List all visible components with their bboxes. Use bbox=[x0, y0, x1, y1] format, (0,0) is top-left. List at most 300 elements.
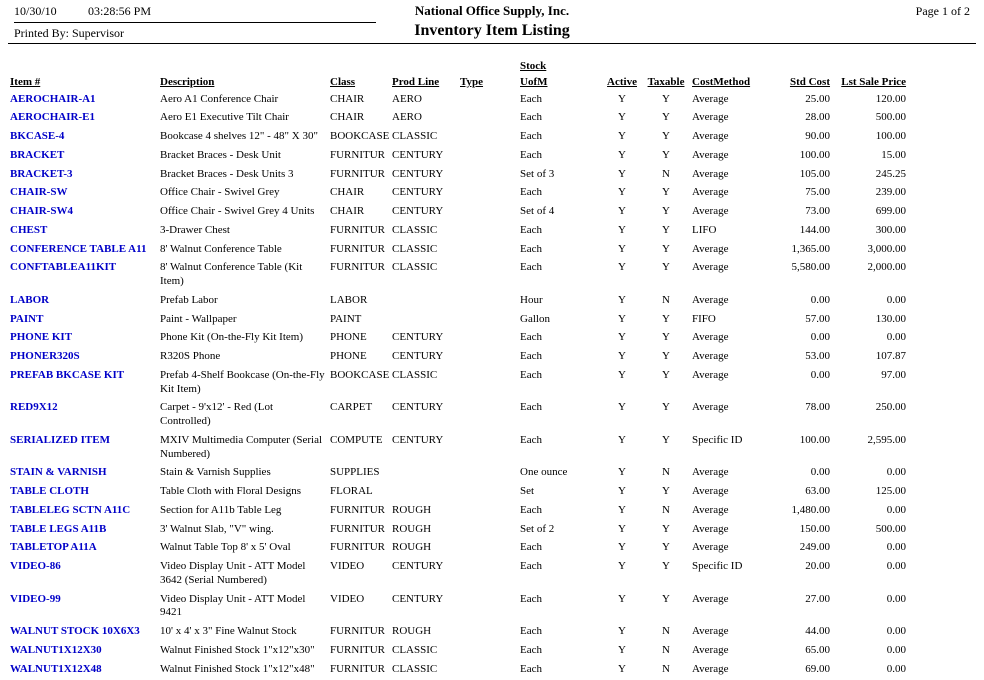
cell-class: FURNITUR bbox=[328, 260, 390, 293]
cell-lst-sale-price: 0.00 bbox=[832, 465, 908, 484]
cell-type bbox=[458, 503, 518, 522]
cell-type bbox=[458, 260, 518, 293]
cell-uofm: Each bbox=[518, 624, 602, 643]
cell-uofm: Each bbox=[518, 503, 602, 522]
header-taxable: Taxable bbox=[642, 76, 690, 92]
cell-prod-line: CENTURY bbox=[390, 433, 458, 466]
cell-class: FURNITUR bbox=[328, 624, 390, 643]
cell-prod-line: CENTURY bbox=[390, 400, 458, 433]
cell-prod-line bbox=[390, 312, 458, 331]
cell-taxable: Y bbox=[642, 312, 690, 331]
cell-uofm: Each bbox=[518, 185, 602, 204]
header-item-number: Item # bbox=[8, 76, 158, 92]
cell-cost-method: Average bbox=[690, 110, 774, 129]
cell-taxable: Y bbox=[642, 148, 690, 167]
cell-type bbox=[458, 484, 518, 503]
table-row bbox=[8, 260, 908, 293]
cell-description: Aero A1 Conference Chair bbox=[158, 92, 328, 111]
cell-lst-sale-price: 500.00 bbox=[832, 110, 908, 129]
cell-active: Y bbox=[602, 400, 642, 433]
header-center bbox=[228, 3, 756, 40]
cell-cost-method: Average bbox=[690, 129, 774, 148]
cell-prod-line: CENTURY bbox=[390, 167, 458, 186]
table-row bbox=[8, 110, 908, 129]
item-number-link[interactable]: CHEST bbox=[8, 223, 158, 242]
cell-lst-sale-price: 2,000.00 bbox=[832, 260, 908, 293]
item-number-link[interactable]: BRACKET bbox=[8, 148, 158, 167]
cell-uofm: Each bbox=[518, 368, 602, 401]
cell-uofm: Hour bbox=[518, 293, 602, 312]
cell-cost-method: Average bbox=[690, 92, 774, 111]
item-number-link[interactable]: CONFERENCE TABLE A11 bbox=[8, 242, 158, 261]
cell-uofm: Gallon bbox=[518, 312, 602, 331]
cell-cost-method: Average bbox=[690, 400, 774, 433]
cell-uofm: Each bbox=[518, 260, 602, 293]
cell-description: Section for A11b Table Leg bbox=[158, 503, 328, 522]
item-number-link[interactable]: CHAIR-SW bbox=[8, 185, 158, 204]
item-number-link[interactable]: PHONER320S bbox=[8, 349, 158, 368]
table-row bbox=[8, 540, 908, 559]
item-number-link[interactable]: RED9X12 bbox=[8, 400, 158, 433]
cell-class: FLORAL bbox=[328, 484, 390, 503]
table-row bbox=[8, 400, 908, 433]
cell-active: Y bbox=[602, 662, 642, 680]
table-row bbox=[8, 129, 908, 148]
header-description: Description bbox=[158, 76, 328, 92]
header-spacer bbox=[602, 60, 908, 76]
cell-type bbox=[458, 662, 518, 680]
item-number-link[interactable]: VIDEO-86 bbox=[8, 559, 158, 592]
table-row bbox=[8, 624, 908, 643]
cell-type bbox=[458, 92, 518, 111]
cell-active: Y bbox=[602, 110, 642, 129]
cell-cost-method: Specific ID bbox=[690, 559, 774, 592]
cell-std-cost: 28.00 bbox=[774, 110, 832, 129]
cell-description: Paint - Wallpaper bbox=[158, 312, 328, 331]
table-row bbox=[8, 148, 908, 167]
header-row-main bbox=[8, 76, 908, 92]
cell-lst-sale-price: 3,000.00 bbox=[832, 242, 908, 261]
cell-lst-sale-price: 0.00 bbox=[832, 559, 908, 592]
cell-description: Prefab 4-Shelf Bookcase (On-the-Fly Kit Item) bbox=[158, 368, 328, 401]
header-active: Active bbox=[602, 76, 642, 92]
cell-cost-method: Average bbox=[690, 643, 774, 662]
report-header bbox=[8, 0, 976, 44]
cell-description: 10' x 4' x 3" Fine Walnut Stock bbox=[158, 624, 328, 643]
cell-prod-line: ROUGH bbox=[390, 540, 458, 559]
header-class: Class bbox=[328, 76, 390, 92]
cell-description: Video Display Unit - ATT Model 9421 bbox=[158, 592, 328, 625]
cell-taxable: Y bbox=[642, 204, 690, 223]
cell-taxable: Y bbox=[642, 92, 690, 111]
table-row bbox=[8, 330, 908, 349]
cell-type bbox=[458, 400, 518, 433]
cell-uofm: Set bbox=[518, 484, 602, 503]
company-name: National Office Supply, Inc. bbox=[228, 3, 756, 19]
cell-description: 8' Walnut Conference Table bbox=[158, 242, 328, 261]
item-number-link[interactable]: PAINT bbox=[8, 312, 158, 331]
cell-std-cost: 20.00 bbox=[774, 559, 832, 592]
table-row bbox=[8, 643, 908, 662]
cell-lst-sale-price: 300.00 bbox=[832, 223, 908, 242]
cell-type bbox=[458, 349, 518, 368]
cell-type bbox=[458, 540, 518, 559]
cell-description: MXIV Multimedia Computer (Serial Numbered) bbox=[158, 433, 328, 466]
item-number-link[interactable]: STAIN & VARNISH bbox=[8, 465, 158, 484]
item-number-link[interactable]: BRACKET-3 bbox=[8, 167, 158, 186]
cell-active: Y bbox=[602, 293, 642, 312]
cell-std-cost: 65.00 bbox=[774, 643, 832, 662]
item-number-link[interactable]: CHAIR-SW4 bbox=[8, 204, 158, 223]
cell-std-cost: 249.00 bbox=[774, 540, 832, 559]
cell-lst-sale-price: 15.00 bbox=[832, 148, 908, 167]
item-number-link[interactable]: VIDEO-99 bbox=[8, 592, 158, 625]
cell-taxable: Y bbox=[642, 330, 690, 349]
cell-uofm: Each bbox=[518, 148, 602, 167]
cell-lst-sale-price: 125.00 bbox=[832, 484, 908, 503]
cell-class: FURNITUR bbox=[328, 242, 390, 261]
cell-taxable: Y bbox=[642, 522, 690, 541]
cell-description: Carpet - 9'x12' - Red (Lot Controlled) bbox=[158, 400, 328, 433]
cell-uofm: Set of 2 bbox=[518, 522, 602, 541]
inventory-table-head bbox=[8, 60, 908, 92]
cell-lst-sale-price: 0.00 bbox=[832, 662, 908, 680]
cell-class: CHAIR bbox=[328, 110, 390, 129]
cell-prod-line: ROUGH bbox=[390, 522, 458, 541]
cell-taxable: N bbox=[642, 503, 690, 522]
table-row bbox=[8, 522, 908, 541]
cell-cost-method: Average bbox=[690, 503, 774, 522]
cell-prod-line: CLASSIC bbox=[390, 129, 458, 148]
cell-prod-line bbox=[390, 465, 458, 484]
cell-description: Aero E1 Executive Tilt Chair bbox=[158, 110, 328, 129]
cell-lst-sale-price: 130.00 bbox=[832, 312, 908, 331]
cell-type bbox=[458, 185, 518, 204]
cell-taxable: Y bbox=[642, 349, 690, 368]
header-row-stock bbox=[8, 60, 908, 76]
cell-taxable: N bbox=[642, 293, 690, 312]
inventory-table bbox=[8, 60, 908, 680]
header-stock: Stock bbox=[518, 60, 602, 76]
item-number-link[interactable]: CONFTABLEA11KIT bbox=[8, 260, 158, 293]
table-row bbox=[8, 349, 908, 368]
cell-lst-sale-price: 245.25 bbox=[832, 167, 908, 186]
header-cost-method: CostMethod bbox=[690, 76, 774, 92]
cell-lst-sale-price: 0.00 bbox=[832, 624, 908, 643]
item-number-link[interactable]: LABOR bbox=[8, 293, 158, 312]
cell-prod-line: AERO bbox=[390, 92, 458, 111]
cell-description: Walnut Finished Stock 1"x12"x48" bbox=[158, 662, 328, 680]
cell-lst-sale-price: 0.00 bbox=[832, 592, 908, 625]
cell-description: Bracket Braces - Desk Unit bbox=[158, 148, 328, 167]
cell-lst-sale-price: 0.00 bbox=[832, 330, 908, 349]
cell-active: Y bbox=[602, 465, 642, 484]
cell-active: Y bbox=[602, 312, 642, 331]
cell-cost-method: Average bbox=[690, 349, 774, 368]
cell-taxable: Y bbox=[642, 559, 690, 592]
table-row bbox=[8, 433, 908, 466]
cell-uofm: Each bbox=[518, 433, 602, 466]
cell-taxable: Y bbox=[642, 592, 690, 625]
cell-type bbox=[458, 129, 518, 148]
cell-cost-method: Average bbox=[690, 293, 774, 312]
cell-type bbox=[458, 643, 518, 662]
cell-lst-sale-price: 120.00 bbox=[832, 92, 908, 111]
cell-uofm: Each bbox=[518, 92, 602, 111]
cell-active: Y bbox=[602, 643, 642, 662]
cell-class: FURNITUR bbox=[328, 540, 390, 559]
cell-uofm: Each bbox=[518, 559, 602, 592]
cell-std-cost: 78.00 bbox=[774, 400, 832, 433]
cell-std-cost: 0.00 bbox=[774, 293, 832, 312]
cell-uofm: Set of 3 bbox=[518, 167, 602, 186]
cell-active: Y bbox=[602, 592, 642, 625]
cell-cost-method: Average bbox=[690, 368, 774, 401]
cell-taxable: Y bbox=[642, 110, 690, 129]
item-number-link[interactable]: PHONE KIT bbox=[8, 330, 158, 349]
cell-cost-method: Average bbox=[690, 185, 774, 204]
item-number-link[interactable]: WALNUT1X12X30 bbox=[8, 643, 158, 662]
cell-active: Y bbox=[602, 92, 642, 111]
cell-type bbox=[458, 368, 518, 401]
cell-taxable: Y bbox=[642, 540, 690, 559]
cell-cost-method: FIFO bbox=[690, 312, 774, 331]
cell-prod-line bbox=[390, 484, 458, 503]
cell-description: R320S Phone bbox=[158, 349, 328, 368]
cell-cost-method: Average bbox=[690, 260, 774, 293]
cell-std-cost: 0.00 bbox=[774, 368, 832, 401]
cell-class: COMPUTE bbox=[328, 433, 390, 466]
item-number-link[interactable]: PREFAB BKCASE KIT bbox=[8, 368, 158, 401]
cell-std-cost: 0.00 bbox=[774, 330, 832, 349]
cell-taxable: Y bbox=[642, 223, 690, 242]
cell-taxable: N bbox=[642, 662, 690, 680]
printed-by-label: Printed By: Supervisor bbox=[14, 23, 376, 41]
cell-taxable: Y bbox=[642, 185, 690, 204]
item-number-link[interactable]: AEROCHAIR-A1 bbox=[8, 92, 158, 111]
cell-prod-line bbox=[390, 293, 458, 312]
item-number-link[interactable]: WALNUT1X12X48 bbox=[8, 662, 158, 680]
header-spacer bbox=[8, 60, 518, 76]
page-number: Page 1 of 2 bbox=[916, 4, 970, 19]
cell-std-cost: 105.00 bbox=[774, 167, 832, 186]
table-row bbox=[8, 484, 908, 503]
item-number-link[interactable]: TABLE CLOTH bbox=[8, 484, 158, 503]
report-title: Inventory Item Listing bbox=[228, 22, 756, 40]
cell-prod-line: CENTURY bbox=[390, 592, 458, 625]
cell-description: Bracket Braces - Desk Units 3 bbox=[158, 167, 328, 186]
cell-class: FURNITUR bbox=[328, 503, 390, 522]
cell-lst-sale-price: 239.00 bbox=[832, 185, 908, 204]
cell-lst-sale-price: 0.00 bbox=[832, 643, 908, 662]
cell-uofm: Each bbox=[518, 242, 602, 261]
cell-lst-sale-price: 2,595.00 bbox=[832, 433, 908, 466]
table-row bbox=[8, 242, 908, 261]
cell-lst-sale-price: 100.00 bbox=[832, 129, 908, 148]
cell-std-cost: 90.00 bbox=[774, 129, 832, 148]
cell-lst-sale-price: 97.00 bbox=[832, 368, 908, 401]
cell-type bbox=[458, 293, 518, 312]
cell-class: CHAIR bbox=[328, 92, 390, 111]
cell-type bbox=[458, 559, 518, 592]
table-row bbox=[8, 312, 908, 331]
cell-description: Walnut Finished Stock 1"x12"x30" bbox=[158, 643, 328, 662]
table-row bbox=[8, 465, 908, 484]
cell-uofm: Each bbox=[518, 643, 602, 662]
table-row bbox=[8, 293, 908, 312]
item-number-link[interactable]: AEROCHAIR-E1 bbox=[8, 110, 158, 129]
cell-lst-sale-price: 0.00 bbox=[832, 503, 908, 522]
cell-description: Video Display Unit - ATT Model 3642 (Serial Numbered) bbox=[158, 559, 328, 592]
table-row bbox=[8, 204, 908, 223]
cell-std-cost: 27.00 bbox=[774, 592, 832, 625]
cell-uofm: Each bbox=[518, 400, 602, 433]
cell-std-cost: 150.00 bbox=[774, 522, 832, 541]
cell-std-cost: 25.00 bbox=[774, 92, 832, 111]
cell-std-cost: 44.00 bbox=[774, 624, 832, 643]
table-row bbox=[8, 368, 908, 401]
cell-taxable: Y bbox=[642, 484, 690, 503]
table-row bbox=[8, 592, 908, 625]
cell-class: BOOKCASE bbox=[328, 368, 390, 401]
cell-taxable: Y bbox=[642, 368, 690, 401]
table-row bbox=[8, 559, 908, 592]
cell-prod-line: CLASSIC bbox=[390, 643, 458, 662]
cell-lst-sale-price: 699.00 bbox=[832, 204, 908, 223]
cell-active: Y bbox=[602, 242, 642, 261]
cell-description: Bookcase 4 shelves 12" - 48" X 30" bbox=[158, 129, 328, 148]
item-number-link[interactable]: TABLETOP A11A bbox=[8, 540, 158, 559]
cell-uofm: One ounce bbox=[518, 465, 602, 484]
cell-description: Stain & Varnish Supplies bbox=[158, 465, 328, 484]
cell-active: Y bbox=[602, 503, 642, 522]
cell-class: FURNITUR bbox=[328, 522, 390, 541]
cell-cost-method: Average bbox=[690, 592, 774, 625]
cell-type bbox=[458, 148, 518, 167]
cell-description: 3' Walnut Slab, "V" wing. bbox=[158, 522, 328, 541]
cell-uofm: Each bbox=[518, 592, 602, 625]
cell-cost-method: Average bbox=[690, 330, 774, 349]
cell-active: Y bbox=[602, 330, 642, 349]
cell-std-cost: 144.00 bbox=[774, 223, 832, 242]
cell-class: CHAIR bbox=[328, 204, 390, 223]
cell-class: FURNITUR bbox=[328, 643, 390, 662]
cell-lst-sale-price: 0.00 bbox=[832, 293, 908, 312]
cell-description: Table Cloth with Floral Designs bbox=[158, 484, 328, 503]
header-uofm: UofM bbox=[518, 76, 602, 92]
cell-prod-line: CLASSIC bbox=[390, 662, 458, 680]
cell-std-cost: 73.00 bbox=[774, 204, 832, 223]
item-number-link[interactable]: TABLELEG SCTN A11C bbox=[8, 503, 158, 522]
cell-cost-method: Average bbox=[690, 148, 774, 167]
cell-type bbox=[458, 312, 518, 331]
cell-cost-method: Average bbox=[690, 540, 774, 559]
item-number-link[interactable]: TABLE LEGS A11B bbox=[8, 522, 158, 541]
report-date: 10/30/10 bbox=[14, 4, 88, 19]
cell-taxable: Y bbox=[642, 129, 690, 148]
table-row bbox=[8, 223, 908, 242]
cell-taxable: Y bbox=[642, 242, 690, 261]
cell-description: Phone Kit (On-the-Fly Kit Item) bbox=[158, 330, 328, 349]
cell-cost-method: Average bbox=[690, 624, 774, 643]
cell-std-cost: 0.00 bbox=[774, 465, 832, 484]
cell-taxable: N bbox=[642, 624, 690, 643]
cell-uofm: Each bbox=[518, 662, 602, 680]
cell-active: Y bbox=[602, 522, 642, 541]
cell-std-cost: 63.00 bbox=[774, 484, 832, 503]
cell-prod-line: CLASSIC bbox=[390, 242, 458, 261]
table-row bbox=[8, 662, 908, 680]
cell-active: Y bbox=[602, 484, 642, 503]
cell-uofm: Each bbox=[518, 349, 602, 368]
table-row bbox=[8, 185, 908, 204]
cell-std-cost: 100.00 bbox=[774, 148, 832, 167]
cell-prod-line: ROUGH bbox=[390, 503, 458, 522]
cell-std-cost: 1,365.00 bbox=[774, 242, 832, 261]
cell-class: VIDEO bbox=[328, 592, 390, 625]
cell-type bbox=[458, 110, 518, 129]
cell-taxable: Y bbox=[642, 260, 690, 293]
item-number-link[interactable]: BKCASE-4 bbox=[8, 129, 158, 148]
cell-active: Y bbox=[602, 368, 642, 401]
cell-std-cost: 53.00 bbox=[774, 349, 832, 368]
cell-std-cost: 100.00 bbox=[774, 433, 832, 466]
cell-class: SUPPLIES bbox=[328, 465, 390, 484]
header-std-cost: Std Cost bbox=[774, 76, 832, 92]
header-prod-line: Prod Line bbox=[390, 76, 458, 92]
cell-std-cost: 75.00 bbox=[774, 185, 832, 204]
cell-cost-method: Average bbox=[690, 242, 774, 261]
cell-type bbox=[458, 330, 518, 349]
cell-lst-sale-price: 250.00 bbox=[832, 400, 908, 433]
cell-description: Office Chair - Swivel Grey 4 Units bbox=[158, 204, 328, 223]
cell-active: Y bbox=[602, 260, 642, 293]
cell-type bbox=[458, 465, 518, 484]
header-lst-sale-price: Lst Sale Price bbox=[832, 76, 908, 92]
cell-std-cost: 1,480.00 bbox=[774, 503, 832, 522]
table-row bbox=[8, 92, 908, 111]
cell-class: CHAIR bbox=[328, 185, 390, 204]
cell-type bbox=[458, 242, 518, 261]
cell-class: BOOKCASE bbox=[328, 129, 390, 148]
cell-class: CARPET bbox=[328, 400, 390, 433]
item-number-link[interactable]: SERIALIZED ITEM bbox=[8, 433, 158, 466]
cell-prod-line: CENTURY bbox=[390, 148, 458, 167]
cell-type bbox=[458, 592, 518, 625]
cell-description: Office Chair - Swivel Grey bbox=[158, 185, 328, 204]
cell-prod-line: CLASSIC bbox=[390, 223, 458, 242]
cell-lst-sale-price: 107.87 bbox=[832, 349, 908, 368]
cell-description: 8' Walnut Conference Table (Kit Item) bbox=[158, 260, 328, 293]
cell-prod-line: CLASSIC bbox=[390, 260, 458, 293]
cell-type bbox=[458, 522, 518, 541]
cell-active: Y bbox=[602, 540, 642, 559]
cell-uofm: Each bbox=[518, 129, 602, 148]
cell-active: Y bbox=[602, 624, 642, 643]
cell-active: Y bbox=[602, 185, 642, 204]
header-type: Type bbox=[458, 76, 518, 92]
cell-class: FURNITUR bbox=[328, 223, 390, 242]
cell-class: FURNITUR bbox=[328, 662, 390, 680]
cell-type bbox=[458, 204, 518, 223]
item-number-link[interactable]: WALNUT STOCK 10X6X3 bbox=[8, 624, 158, 643]
cell-active: Y bbox=[602, 129, 642, 148]
table-row bbox=[8, 503, 908, 522]
cell-prod-line: CLASSIC bbox=[390, 368, 458, 401]
cell-prod-line: CENTURY bbox=[390, 204, 458, 223]
cell-class: VIDEO bbox=[328, 559, 390, 592]
cell-class: FURNITUR bbox=[328, 148, 390, 167]
